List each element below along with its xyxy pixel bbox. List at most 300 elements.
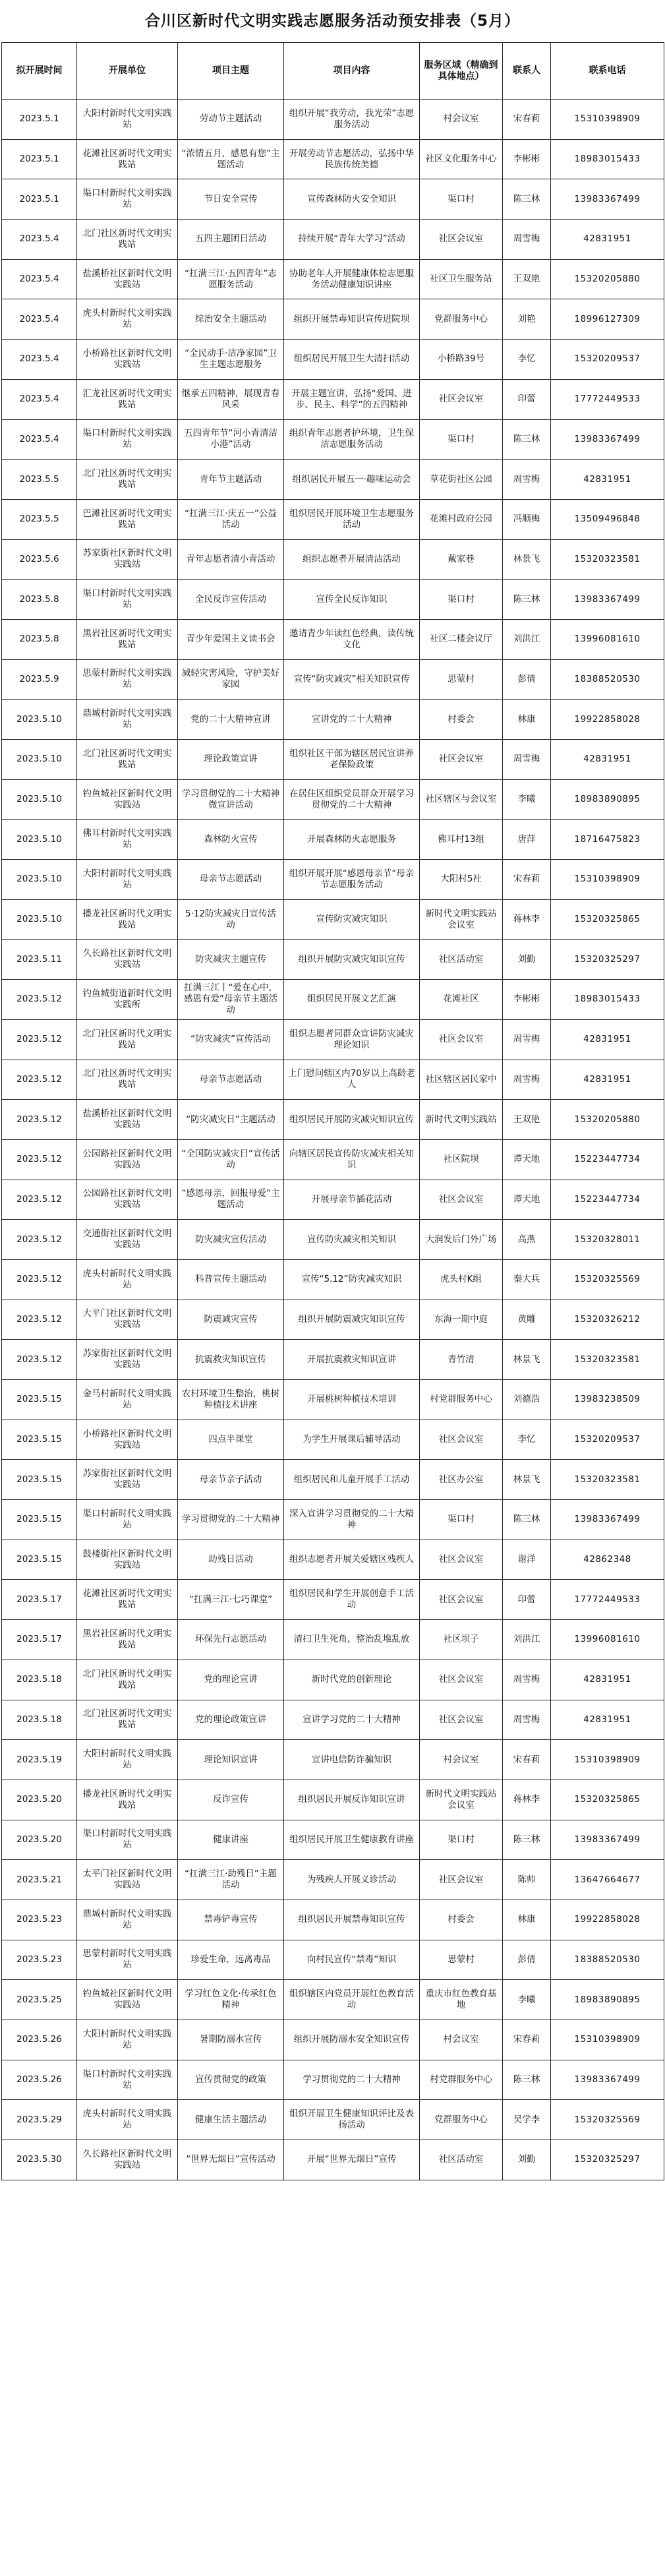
date-cell: 2023.5.18 (2, 1700, 77, 1740)
table-row (2, 619, 664, 659)
phone-cell: 42831951 (551, 220, 664, 260)
unit-cell: 北门社区新时代文明实践站 (77, 1060, 178, 1100)
phone-cell: 42831951 (551, 1700, 664, 1740)
phone-cell: 13983367499 (551, 179, 664, 220)
unit-cell: 巴滩社区新时代文明实践站 (77, 499, 178, 539)
contact-cell: 彭倩 (503, 1940, 551, 1980)
table-row (2, 1180, 664, 1220)
unit-cell: 鼎城村新时代文明实践站 (77, 700, 178, 740)
content-cell: 清扫卫生死角，整治乱堆乱放 (284, 1620, 420, 1660)
content-cell: 向村民宣传“禁毒”知识 (284, 1940, 420, 1980)
unit-cell: 太平门社区新时代文明实践站 (77, 1860, 178, 1900)
contact-cell: 刘洪江 (503, 619, 551, 659)
contact-cell: 周雪梅 (503, 1660, 551, 1700)
place-cell: 社区会议室 (420, 1420, 503, 1460)
table-row (2, 220, 664, 260)
date-cell: 2023.5.10 (2, 820, 77, 860)
table-row (2, 1380, 664, 1420)
date-cell: 2023.5.21 (2, 1860, 77, 1900)
topic-cell: 防灾减灾宣传活动 (178, 1220, 284, 1260)
place-cell: 渠口村 (420, 580, 503, 620)
content-cell: 宣传森林防火安全知识 (284, 179, 420, 220)
place-cell: 社区会议室 (420, 379, 503, 419)
contact-cell: 刘勤 (503, 2140, 551, 2180)
contact-cell: 王双艳 (503, 259, 551, 299)
date-cell: 2023.5.15 (2, 1540, 77, 1580)
contact-cell: 周雪梅 (503, 1060, 551, 1100)
phone-cell: 15320325297 (551, 2140, 664, 2180)
date-cell: 2023.5.30 (2, 2140, 77, 2180)
topic-cell: “浓情五月，感恩有您”主题活动 (178, 139, 284, 179)
content-cell: 深入宣讲学习贯彻党的二十大精神 (284, 1500, 420, 1540)
contact-cell: 印蕾 (503, 379, 551, 419)
content-cell: 组织开展防震减灾知识宣传 (284, 1300, 420, 1340)
place-cell: 社区会议室 (420, 1180, 503, 1220)
content-cell: 邀请青少年读红色经典，读传统文化 (284, 619, 420, 659)
table-row (2, 1220, 664, 1260)
date-cell: 2023.5.20 (2, 1820, 77, 1860)
content-cell: 为残疾人开展义诊活动 (284, 1860, 420, 1900)
topic-cell: 五四青年节“河小青清洁小港”活动 (178, 419, 284, 460)
content-cell: 组织居民开展卫生健康教育讲座 (284, 1820, 420, 1860)
contact-cell: 彭倩 (503, 659, 551, 700)
phone-cell: 15320326212 (551, 1300, 664, 1340)
topic-cell: “世界无烟日”宣传活动 (178, 2140, 284, 2180)
table-row (2, 2020, 664, 2060)
phone-cell: 15310398909 (551, 860, 664, 900)
place-cell: 社区辖区居民家中 (420, 1060, 503, 1100)
phone-cell: 15310398909 (551, 100, 664, 140)
content-cell: 组织开展防溺水安全知识宣传 (284, 2020, 420, 2060)
phone-cell: 15320323581 (551, 1340, 664, 1380)
phone-cell: 19922858028 (551, 700, 664, 740)
contact-cell: 李彬彬 (503, 980, 551, 1020)
contact-cell: 谢洋 (503, 1540, 551, 1580)
topic-cell: “扛满三江·五四青年”志愿服务活动 (178, 259, 284, 299)
unit-cell: 黑岩社区新时代文明实践站 (77, 619, 178, 659)
topic-cell: “防灾减灾日”主题活动 (178, 1100, 284, 1140)
phone-cell: 42831951 (551, 1019, 664, 1060)
place-cell: 村会议室 (420, 1740, 503, 1780)
topic-cell: 健康生活主题活动 (178, 2100, 284, 2140)
date-cell: 2023.5.25 (2, 1980, 77, 2020)
date-cell: 2023.5.15 (2, 1420, 77, 1460)
topic-cell: 防震减灾宣传 (178, 1300, 284, 1340)
content-cell: 开展桃树种植技术培训 (284, 1380, 420, 1420)
header-phone: 联系电话 (551, 43, 664, 100)
date-cell: 2023.5.10 (2, 860, 77, 900)
date-cell: 2023.5.10 (2, 740, 77, 780)
topic-cell: 暑期防溺水宣传 (178, 2020, 284, 2060)
content-cell: 组织居民和学生开展创意手工活动 (284, 1580, 420, 1620)
contact-cell: 陈帅 (503, 1860, 551, 1900)
content-cell: 组织开展卫生健康知识评比及表扬活动 (284, 2100, 420, 2140)
content-cell: 学习贯彻党的二十大精神 (284, 2060, 420, 2100)
topic-cell: 抗震救灾知识宣传 (178, 1340, 284, 1380)
content-cell: 宣传全民反诈知识 (284, 580, 420, 620)
unit-cell: 盐溪桥社区新时代文明实践站 (77, 259, 178, 299)
content-cell: 上门慰问辖区内70岁以上高龄老人 (284, 1060, 420, 1100)
unit-cell: 鼎城村新时代文明实践站 (77, 1900, 178, 1940)
place-cell: 社区卫生服务站 (420, 259, 503, 299)
unit-cell: 大阳村新时代文明实践站 (77, 100, 178, 140)
contact-cell: 林康 (503, 1900, 551, 1940)
topic-cell: 5·12防灾减灾日宣传活动 (178, 899, 284, 940)
date-cell: 2023.5.10 (2, 779, 77, 820)
unit-cell: 苏家街社区新时代文明实践站 (77, 1340, 178, 1380)
content-cell: 持续开展“青年大学习”活动 (284, 220, 420, 260)
unit-cell: 思蒙村新时代文明实践站 (77, 1940, 178, 1980)
table-row (2, 499, 664, 539)
place-cell: 社区文化服务中心 (420, 139, 503, 179)
contact-cell: 蒋林李 (503, 899, 551, 940)
phone-cell: 18996127309 (551, 299, 664, 340)
phone-cell: 13509496848 (551, 499, 664, 539)
content-cell: 组织志愿者开展清洁活动 (284, 539, 420, 580)
table-row (2, 179, 664, 220)
phone-cell: 15310398909 (551, 2020, 664, 2060)
contact-cell: 陈三林 (503, 179, 551, 220)
table-row (2, 1100, 664, 1140)
content-cell: 宣传“防灾减灾”相关知识宣传 (284, 659, 420, 700)
topic-cell: 党的理论宣讲 (178, 1660, 284, 1700)
date-cell: 2023.5.12 (2, 1139, 77, 1180)
content-cell: 协助老年人开展健康体检志愿服务活动健康知识讲座 (284, 259, 420, 299)
unit-cell: 渠口村新时代文明实践站 (77, 2060, 178, 2100)
contact-cell: 宋春莉 (503, 100, 551, 140)
contact-cell: 李忆 (503, 1420, 551, 1460)
place-cell: 花滩村政府公园 (420, 499, 503, 539)
schedule-table (1, 42, 664, 2180)
unit-cell: 大阳村新时代文明实践站 (77, 860, 178, 900)
table-row (2, 659, 664, 700)
date-cell: 2023.5.12 (2, 1259, 77, 1300)
unit-cell: 北门社区新时代文明实践站 (77, 1700, 178, 1740)
unit-cell: 花滩社区新时代文明实践站 (77, 1580, 178, 1620)
place-cell: 社区会议室 (420, 1019, 503, 1060)
table-row (2, 2060, 664, 2100)
topic-cell: “扛满三江·七巧课堂” (178, 1580, 284, 1620)
contact-cell: 林景飞 (503, 539, 551, 580)
date-cell: 2023.5.12 (2, 980, 77, 1020)
table-row (2, 860, 664, 900)
phone-cell: 13983367499 (551, 1500, 664, 1540)
contact-cell: 李忆 (503, 340, 551, 380)
contact-cell: 唐萍 (503, 820, 551, 860)
date-cell: 2023.5.23 (2, 1940, 77, 1980)
date-cell: 2023.5.23 (2, 1900, 77, 1940)
contact-cell: 周雪梅 (503, 1700, 551, 1740)
unit-cell: 佛耳村新时代文明实践站 (77, 820, 178, 860)
unit-cell: 钓鱼城社区新时代文明实践站 (77, 779, 178, 820)
contact-cell: 林景飞 (503, 1340, 551, 1380)
date-cell: 2023.5.12 (2, 1220, 77, 1260)
place-cell: 新时代文明实践站会议室 (420, 899, 503, 940)
topic-cell: 珍爱生命，远离毒品 (178, 1940, 284, 1980)
table-row (2, 1420, 664, 1460)
topic-cell: 青少年爱国主义读书会 (178, 619, 284, 659)
unit-cell: 播龙社区新时代文明实践站 (77, 1780, 178, 1820)
phone-cell: 15320325569 (551, 2100, 664, 2140)
contact-cell: 周雪梅 (503, 1019, 551, 1060)
table-row (2, 379, 664, 419)
contact-cell: 冯顺梅 (503, 499, 551, 539)
content-cell: 组织辖区内党员开展红色教育活动 (284, 1980, 420, 2020)
unit-cell: 久长路社区新时代文明实践站 (77, 2140, 178, 2180)
topic-cell: 减轻灾害风险，守护美好家园 (178, 659, 284, 700)
unit-cell: 虎头村新时代文明实践站 (77, 1259, 178, 1300)
table-row (2, 820, 664, 860)
phone-cell: 15320325297 (551, 940, 664, 980)
place-cell: 大阳村5社 (420, 860, 503, 900)
content-cell: 宣传防灾减灾知识 (284, 899, 420, 940)
date-cell: 2023.5.9 (2, 659, 77, 700)
table-row (2, 1019, 664, 1060)
place-cell: 社区会议室 (420, 220, 503, 260)
content-cell: 开展劳动节志愿活动，弘扬中华民族传统美德 (284, 139, 420, 179)
table-row (2, 1740, 664, 1780)
topic-cell: 理论政策宣讲 (178, 740, 284, 780)
place-cell: 社区会议室 (420, 1860, 503, 1900)
content-cell: 在居住区组织党员群众开展学习贯彻党的二十大精神 (284, 779, 420, 820)
phone-cell: 15223447734 (551, 1139, 664, 1180)
contact-cell: 周雪梅 (503, 740, 551, 780)
contact-cell: 蒋林李 (503, 1780, 551, 1820)
phone-cell: 15320205880 (551, 1100, 664, 1140)
contact-cell: 黄雕 (503, 1300, 551, 1340)
unit-cell: 花滩社区新时代文明实践站 (77, 139, 178, 179)
table-row (2, 940, 664, 980)
phone-cell: 15320323581 (551, 539, 664, 580)
unit-cell: 大阳村新时代文明实践站 (77, 1740, 178, 1780)
contact-cell: 李曦 (503, 1980, 551, 2020)
table-row (2, 1139, 664, 1180)
unit-cell: 小桥路社区新时代文明实践站 (77, 1420, 178, 1460)
unit-cell: 渠口村新时代文明实践站 (77, 580, 178, 620)
header-place: 服务区域（精确到具体地点） (420, 43, 503, 100)
content-cell: 组织居民开展五一·趣味运动会 (284, 460, 420, 500)
topic-cell: 党的二十大精神宣讲 (178, 700, 284, 740)
topic-cell: 禁毒铲毒宣传 (178, 1900, 284, 1940)
topic-cell: “感恩母亲，回报母爱”主题活动 (178, 1180, 284, 1220)
unit-cell: 渠口村新时代文明实践站 (77, 1500, 178, 1540)
content-cell: 宣传防灾减灾相关知识 (284, 1220, 420, 1260)
date-cell: 2023.5.4 (2, 259, 77, 299)
table-row (2, 1259, 664, 1300)
topic-cell: 青年节主题活动 (178, 460, 284, 500)
date-cell: 2023.5.12 (2, 1019, 77, 1060)
date-cell: 2023.5.8 (2, 580, 77, 620)
place-cell: 社区活动室 (420, 2140, 503, 2180)
phone-cell: 15320325865 (551, 899, 664, 940)
content-cell: 新时代党的创新理论 (284, 1660, 420, 1700)
unit-cell: 北门社区新时代文明实践站 (77, 740, 178, 780)
unit-cell: 渠口村新时代文明实践站 (77, 1820, 178, 1860)
place-cell: 村会议室 (420, 100, 503, 140)
phone-cell: 15320209537 (551, 340, 664, 380)
place-cell: 佛耳村13组 (420, 820, 503, 860)
place-cell: 社区坝子 (420, 1620, 503, 1660)
contact-cell: 宋春莉 (503, 2020, 551, 2060)
unit-cell: 公园路社区新时代文明实践站 (77, 1139, 178, 1180)
topic-cell: 继承五四精神，展现青春风采 (178, 379, 284, 419)
phone-cell: 13983367499 (551, 2060, 664, 2100)
contact-cell: 高燕 (503, 1220, 551, 1260)
contact-cell: 林景飞 (503, 1460, 551, 1500)
place-cell: 渠口村 (420, 179, 503, 220)
date-cell: 2023.5.12 (2, 1340, 77, 1380)
content-cell: 组织居民开展防灾减灾知识宣传 (284, 1100, 420, 1140)
place-cell: 思蒙村 (420, 659, 503, 700)
date-cell: 2023.5.12 (2, 1300, 77, 1340)
phone-cell: 42862348 (551, 1540, 664, 1580)
contact-cell: 李曦 (503, 779, 551, 820)
table-row (2, 460, 664, 500)
content-cell: 宣讲学习党的二十大精神 (284, 1700, 420, 1740)
table-row (2, 1820, 664, 1860)
unit-cell: 北门社区新时代文明实践站 (77, 220, 178, 260)
phone-cell: 13983367499 (551, 1820, 664, 1860)
unit-cell: 苏家街社区新时代文明实践站 (77, 539, 178, 580)
phone-cell: 18716475823 (551, 820, 664, 860)
table-row (2, 1580, 664, 1620)
table-row (2, 2100, 664, 2140)
place-cell: 重庆市红色教育基地 (420, 1980, 503, 2020)
contact-cell: 陈三林 (503, 1500, 551, 1540)
contact-cell: 宋春莉 (503, 860, 551, 900)
topic-cell: 综治安全主题活动 (178, 299, 284, 340)
unit-cell: 钓鱼城街道新时代文明实践所 (77, 980, 178, 1020)
date-cell: 2023.5.10 (2, 700, 77, 740)
place-cell: 社区办公室 (420, 1460, 503, 1500)
contact-cell: 刘勤 (503, 940, 551, 980)
topic-cell: 四点半课堂 (178, 1420, 284, 1460)
place-cell: 渠口村 (420, 1820, 503, 1860)
place-cell: 社区会议室 (420, 1660, 503, 1700)
date-cell: 2023.5.26 (2, 2020, 77, 2060)
phone-cell: 19922858028 (551, 1900, 664, 1940)
place-cell: 新时代文明实践站会议室 (420, 1780, 503, 1820)
contact-cell: 周雪梅 (503, 460, 551, 500)
content-cell: 组织社区干部为辖区居民宣讲养老保险政策 (284, 740, 420, 780)
phone-cell: 15320325569 (551, 1259, 664, 1300)
contact-cell: 周雪梅 (503, 220, 551, 260)
place-cell: 青竹清 (420, 1340, 503, 1380)
topic-cell: 学习红色文化·传承红色精神 (178, 1980, 284, 2020)
table-row (2, 1700, 664, 1740)
date-cell: 2023.5.29 (2, 2100, 77, 2140)
content-cell: 组织青年志愿者护环境，卫生保洁志愿服务活动 (284, 419, 420, 460)
phone-cell: 13996081610 (551, 1620, 664, 1660)
date-cell: 2023.5.19 (2, 1740, 77, 1780)
place-cell: 虎头村K组 (420, 1259, 503, 1300)
content-cell: 宣讲党的二十大精神 (284, 700, 420, 740)
phone-cell: 18983015433 (551, 980, 664, 1020)
table-row (2, 700, 664, 740)
table-row (2, 539, 664, 580)
table-row (2, 340, 664, 380)
unit-cell: 渠口村新时代文明实践站 (77, 179, 178, 220)
table-row (2, 419, 664, 460)
content-cell: 开展“世界无烟日”宣传 (284, 2140, 420, 2180)
topic-cell: 五四主题团日活动 (178, 220, 284, 260)
place-cell: 思蒙村 (420, 1940, 503, 1980)
topic-cell: 健康讲座 (178, 1820, 284, 1860)
topic-cell: 母亲节志愿活动 (178, 860, 284, 900)
topic-cell: “防灾减灾”宣传活动 (178, 1019, 284, 1060)
contact-cell: 吴学李 (503, 2100, 551, 2140)
content-cell: 宣传“5.12”防灾减灾知识 (284, 1259, 420, 1300)
date-cell: 2023.5.1 (2, 179, 77, 220)
phone-cell: 17772449533 (551, 1580, 664, 1620)
place-cell: 村党群服务中心 (420, 1380, 503, 1420)
phone-cell: 15310398909 (551, 1740, 664, 1780)
table-row (2, 899, 664, 940)
table-row (2, 980, 664, 1020)
content-cell: 组织志愿者开展关爱辖区残疾人 (284, 1540, 420, 1580)
table-row (2, 100, 664, 140)
content-cell: 开展主题宣讲，弘扬“爱国、进步、民主、科学”的五四精神 (284, 379, 420, 419)
date-cell: 2023.5.8 (2, 619, 77, 659)
place-cell: 戴家巷 (420, 539, 503, 580)
table-row (2, 740, 664, 780)
contact-cell: 秦大兵 (503, 1259, 551, 1300)
unit-cell: 盐溪桥社区新时代文明实践站 (77, 1100, 178, 1140)
topic-cell: “全国防灾减灾日”宣传活动 (178, 1139, 284, 1180)
unit-cell: 渠口村新时代文明实践站 (77, 419, 178, 460)
phone-cell: 15223447734 (551, 1180, 664, 1220)
topic-cell: 助残日活动 (178, 1540, 284, 1580)
content-cell: 组织居民开展禁毒知识宣传 (284, 1900, 420, 1940)
place-cell: 渠口村 (420, 1500, 503, 1540)
phone-cell: 15320323581 (551, 1460, 664, 1500)
contact-cell: 谭天地 (503, 1180, 551, 1220)
content-cell: 组织居民开展反诈知识宣讲 (284, 1780, 420, 1820)
topic-cell: 宣传贯彻党的政策 (178, 2060, 284, 2100)
topic-cell: 全民反诈宣传活动 (178, 580, 284, 620)
table-row (2, 779, 664, 820)
topic-cell: 母亲节志愿活动 (178, 1060, 284, 1100)
topic-cell: “全民动手·洁净家园”卫生主题志愿服务 (178, 340, 284, 380)
contact-cell: 刘洪江 (503, 1620, 551, 1660)
topic-cell: “扛满三江·助残日”主题活动 (178, 1860, 284, 1900)
place-cell: 村党群服务中心 (420, 2060, 503, 2100)
header-date: 拟开展时间 (2, 43, 77, 100)
phone-cell: 13996081610 (551, 619, 664, 659)
contact-cell: 陈三林 (503, 580, 551, 620)
topic-cell: 劳动节主题活动 (178, 100, 284, 140)
date-cell: 2023.5.1 (2, 100, 77, 140)
phone-cell: 42831951 (551, 460, 664, 500)
date-cell: 2023.5.4 (2, 379, 77, 419)
unit-cell: 鼓楼街社区新时代文明实践站 (77, 1540, 178, 1580)
unit-cell: 虎头村新时代文明实践站 (77, 299, 178, 340)
phone-cell: 13647664677 (551, 1860, 664, 1900)
content-cell: 宣讲电信防诈骗知识 (284, 1740, 420, 1780)
content-cell: 组织居民开展文艺汇演 (284, 980, 420, 1020)
content-cell: 开展森林防火志愿服务 (284, 820, 420, 860)
date-cell: 2023.5.17 (2, 1580, 77, 1620)
date-cell: 2023.5.20 (2, 1780, 77, 1820)
date-cell: 2023.5.4 (2, 220, 77, 260)
date-cell: 2023.5.12 (2, 1060, 77, 1100)
phone-cell: 42831951 (551, 1060, 664, 1100)
topic-cell: 反诈宣传 (178, 1780, 284, 1820)
date-cell: 2023.5.12 (2, 1180, 77, 1220)
unit-cell: 黑岩社区新时代文明实践站 (77, 1620, 178, 1660)
table-row (2, 259, 664, 299)
topic-cell: 学习贯彻党的二十大精神微宣讲活动 (178, 779, 284, 820)
